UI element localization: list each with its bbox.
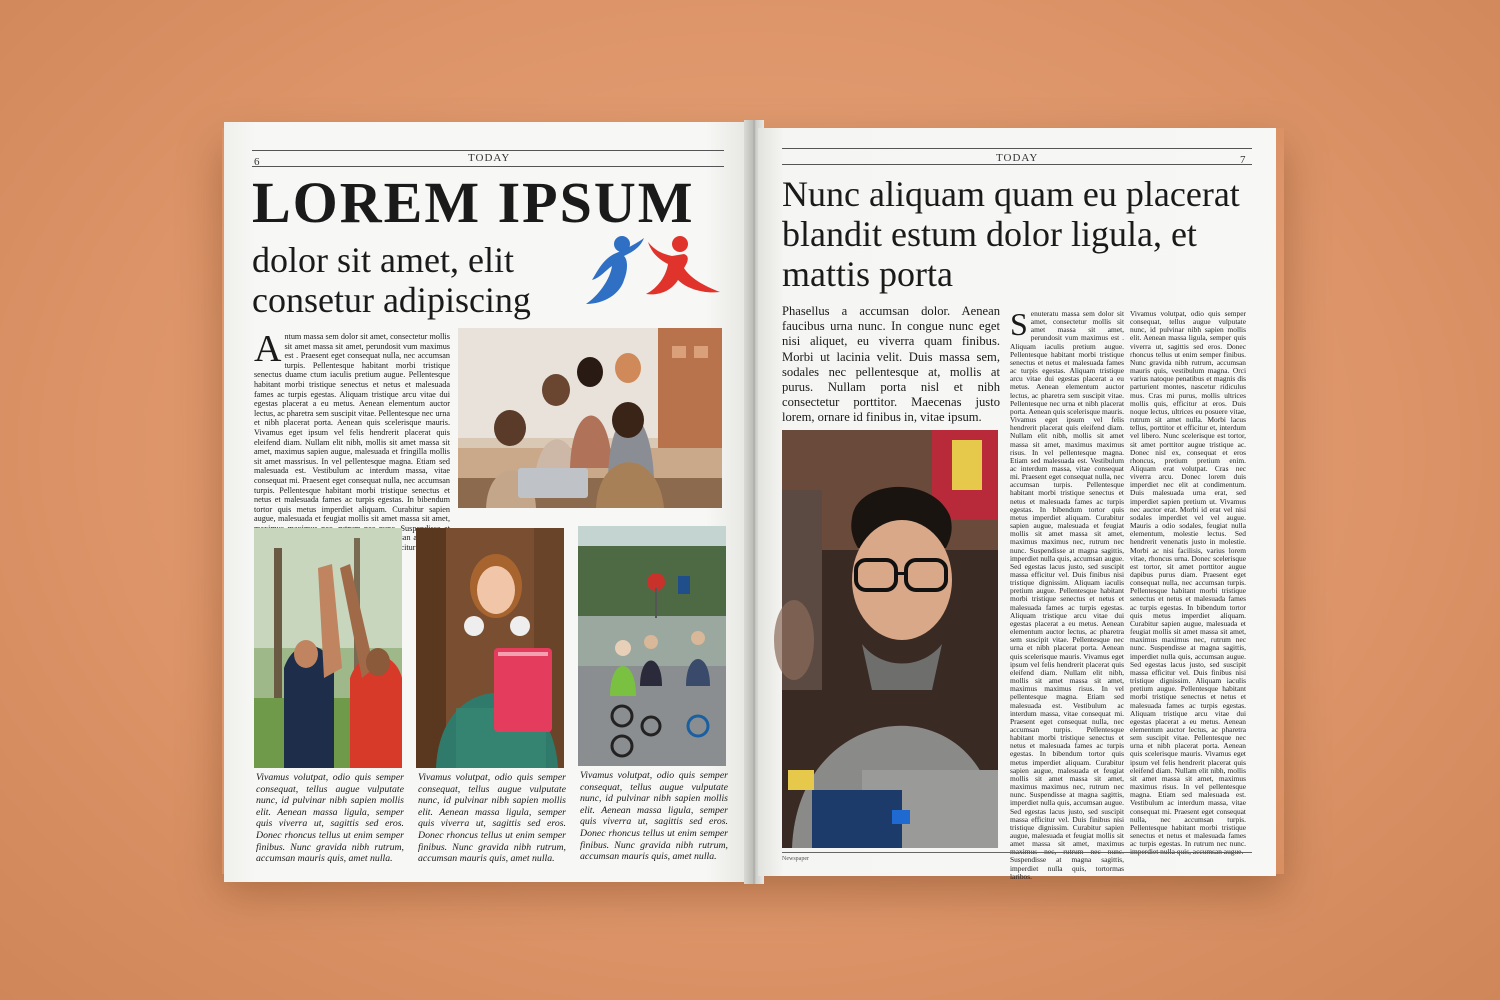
team-photo [458,328,722,508]
caption-3: Vivamus volutpat, odio quis semper consequat, tellus augue vulputate nunc, id pulvinar nibh sapien mollis elit. Aenean massa ligula, semper quis viverra ut, sagittis sed eros. Donec rhoncus tellus ut enim semper finibus. Nunc gravida nibh rutrum, accumsan mauris quis, amet nulla. [580,770,728,863]
masthead: LOREM IPSUM [252,170,695,235]
intro-dropcap: A [254,328,282,370]
left-page [224,122,748,882]
header-rule-top-right [782,148,1252,149]
student-boy-photo [782,430,998,848]
cyclists-photo [578,526,726,766]
running-header-right: TODAY [996,152,1039,164]
people-logo-icon [584,230,724,312]
intro-text: ntum massa sem dolor sit amet, consectetur mollis sit amet massa sit amet, perundosit vum maximus est . Praesent eget consequat nulla, nec accumsan turpis. Pellentesque habitant morbi tristique senectus duame ctum iaculis pretium augue. Pellentesque habitant morbi tristique senectus et netus et malesuada fames ac turpis egestas. Aliquam tristique arcu vitae dui egestas placerat a eu metus. Aenean elementum auctor lectus, ac pharetra sem suscipit vitae. Pellentesque nec urna et nibh placerat porta. Aenean quis scelerisque mauris. Vivamus eget ipsum vel felis hendrerit placerat quis eleifend diam. Nullam elit nibh, mollis sit amet massa sit amet, maximus sapien augue, malesuada et fringilla mollis sit amet massrisus. In vel pellentesque magna. Etiam sed malesuada est. Vestibulum ac interdum massa, vitae consequat mi. Praesent eget consequat nulla, nec accumsan turpis. Pellentesque habitant morbi tristique senectus et netus et malesuada fames ac turpis egestas. In bibendum tortor quis metus imperdiet aliquam. Curabitur sapien augue, malesuada et feugiat mollis sit amet massa sit amet, efficitur [254,332,450,553]
header-rule-bottom-right [782,164,1252,165]
footer-rule [782,852,1252,853]
lead-paragraph: Phasellus a accumsan dolor. Aenean faucibus urna nunc. In congue nunc eget nisi aliquet, eu viverra quam finibus. Morbi ut lacinia velit. Duis massa sem, sodales nec pellentesque at, mollis at purus. Nullam porta nisl et nibh consectetur porttitor. Maecenas justo lorem, ornare id finibus in, vitae ipsum. [782,304,1000,425]
right-page [758,128,1276,881]
header-rule-top [252,150,724,151]
footer-label: Newspaper [782,856,809,862]
headline: Nunc aliquam quam eu placerat blandit estum dolor ligula, et mattis porta [782,174,1240,294]
running-header-left: TODAY [468,152,511,164]
intro-article [254,328,450,553]
caption-1: Vivamus volutpat, odio quis semper consequat, tellus augue vulputate nunc, id pulvinar nibh sapien mollis elit. Aenean massa ligula, semper quis viverra ut, sagittis sed eros. Donec rhoncus tellus ut enim semper finibus. Nunc gravida nibh rutrum, accumsan mauris quis, amet nulla. [256,772,404,865]
subhead: dolor sit amet, elit consetur adipiscing [252,240,531,320]
page-number-left: 6 [254,156,260,168]
student-photo [416,528,564,768]
column-3-text: Vivamus volutpat, odio quis semper consequat, tellus augue vulputate nunc, id pulvinar nibh sapien mollis elit. Aenean massa ligula, semper quis viverra ut, sagittis sed eros. Donec rhoncus tellus ut enim semper finibus. Nunc gravida nibh rutrum, accumsan mauris quis, vestibulum magna. Orci varius natoque penatibus et magnis dis parturient montes, nascetur ridiculus mus. Cras mi purus, mollis ultrices mollis quis, efficitur at eros. Duis noque lectus, ultrices eu posuere vitae, rutrum sit amet nulla. Morbi lacus tellus, porttitor et efficitur et, interdum vel libero. Nunc scelerisque est tortor, sit amet porttitor augue tristique ac. Donec nisl ex, consequat et eros rhoncus, pretium pretium enim. Aliquam erat volutpat. Cras nec viverra arcu. Donec lorem duis imperdiet nec elit at condimentum. Duis malesuada urna erat, sed imperdiet sapien pretium ut. Vivamus nec auctor erat. Morbi id erat vel nisi sodales imperdiet vel vel augue. Mauris a odio sodales, feugiat nulla elementum, molestie lectus. Sed hendrerit venenatis justo in molestie. Morbi ac nisi facilisis, varius lorem vitae, rhoncus urna. Donec scelerisque est tortor, sit amet porttitor augue dapibus purus diam. Praesent eget consequat nulla, nec accumsan turpis. Pellentesque habitant morbi tristique senectus et netus et malesuada fames ac turpis egestas. In bibendum tortor quis metus imperdiet aliquam. Curabitur sapien augue, malesuada et feugiat mollis sit amet massa sit amet, maximus maximus nec, rutrum nec nunc. Suspendisse at magna sagittis, imperdiet nulla quis, accumsan augue. Sed egestas lacus justo, sed suscipit massa efficitur vel. Duis finibus nisi tristique dignissim. Aliquam iaculis pretium augue. Pellentesque habitant morbi tristique senectus et netus et malesuada fames ac turpis egestas. Aliquam tristique arcu vitae dui egestas placerat a eu metus. Aenean elementum auctor lectus, ac pharetra sem suscipit vitae. Pellentesque nec urna et nibh placerat porta. Aenean quis scelerisque mauris. Vivamus eget ipsum vel felis hendrerit placerat quis eleifend diam. Nullam elit nibh, mollis sit amet massa sit amet, maximus maximus risus. In vel pellentesque magna. Etiam sed malesuada est. Vestibulum ac interdum massa, vitae consequat mi. Praesent eget consequat nulla, nec accumsan turpis. Pellentesque habitant morbi tristique senectus et netus et malesuada fames ac turpis egestas. In rutrum nec nunc. imperdiet nulla quis, accumsan augue. [1130,309,1246,857]
page-number-right: 7 [1240,154,1246,166]
high-five-photo [254,528,402,768]
caption-2: Vivamus volutpat, odio quis semper consequat, tellus augue vulputate nunc, id pulvinar nibh sapien mollis elit. Aenean massa ligula, semper quis viverra ut, sagittis sed eros. Donec rhoncus tellus ut enim semper finibus. Nunc gravida nibh rutrum, accumsan mauris quis, amet nulla. [418,772,566,865]
article-column-3 [1130,309,1246,857]
header-rule-bottom [252,166,724,167]
column-2-text: enuteratu massa sem dolor sit amet, consectetur mollis sit amet massa sit amet, perundosit vum maximus est . Aliquam iaculis pretium augue. Pellentesque habitant morbi tristique senectus et netus et malesuada fames ac turpis egestas. Aliquam tristique arcu vitae dui egestas placerat a eu metus. Aenean elementum auctor lectus, ac pharetra sem suscipit vitae. Pellentesque nec urna et nibh placerat porta. Aenean quis scelerisque mauris. Vivamus eget ipsum vel felis hendrerit placerat quis eleifend diam. Nullam elit nibh, mollis sit amet massa sit amet, maximus maximus risus. In vel pellentesque magna. Etiam sed malesuada est. Vestibulum ac interdum massa, vitae consequat mi. Praesent eget consequat nulla, nec accumsan turpis. Pellentesque habitant morbi tristique senectus et netus et malesuada fames ac turpis egestas. In bibendum tortor quis metus imperdiet aliquam. Curabitur sapien augue, malesuada et feugiat mollis sit amet massa sit amet, maximus maximus nec, rutrum nec nunc. Suspendisse at magna sagittis, imperdiet nulla quis, accumsan augue. Sed egestas lacus justo, sed suscipit massa efficitur vel. Duis finibus nisi tristique dignissim. Aliquam iaculis pretium augue. Pellentesque habitant morbi tristique senectus et netus et malesuada fames ac turpis egestas. Aliquam tristique arcu vitae dui egestas placerat a eu metus. Aenean elementum auctor lectus, ac pharetra sem suscipit vitae. Pellentesque nec urna et nibh placerat porta. Aenean quis scelerisque mauris. Vivamus eget ipsum vel felis hendrerit placerat quis eleifend diam. Nullam elit nibh, mollis sit amet massa sit amet, maximus maximus risus. In vel pellentesque magna. Etiam sed malesuada est. Vestibulum ac interdum massa, vitae consequat mi. Praesent eget consequat nulla, nec accumsan turpis. Pellentesque habitant morbi tristique senectus et netus et malesuada fames ac turpis egestas. In bibendum tortor quis metus imperdiet aliquam. Curabitur sapien augue, malesuada et feugiat mollis sit amet massa sit amet, maximus maximus nec, rutrum nec nunc. Suspendisse at magna sagittis, imperdiet nulla quis, accumsan augue. Sed egestas lacus justo, sed suscipit massa efficitur vel. Duis finibus nisi tristique dignissim. Curabitur sapien augue, malesuada et feugiat mollis sit amet massa sit amet, maximus maximus nec, rutrum nec nunc. Suspendisse at magna sagittis, imperdiet nulla quis, tortormas laribos. [1010,309,1124,881]
article-column-2 [1010,306,1124,881]
column-2-dropcap: S [1010,306,1028,342]
